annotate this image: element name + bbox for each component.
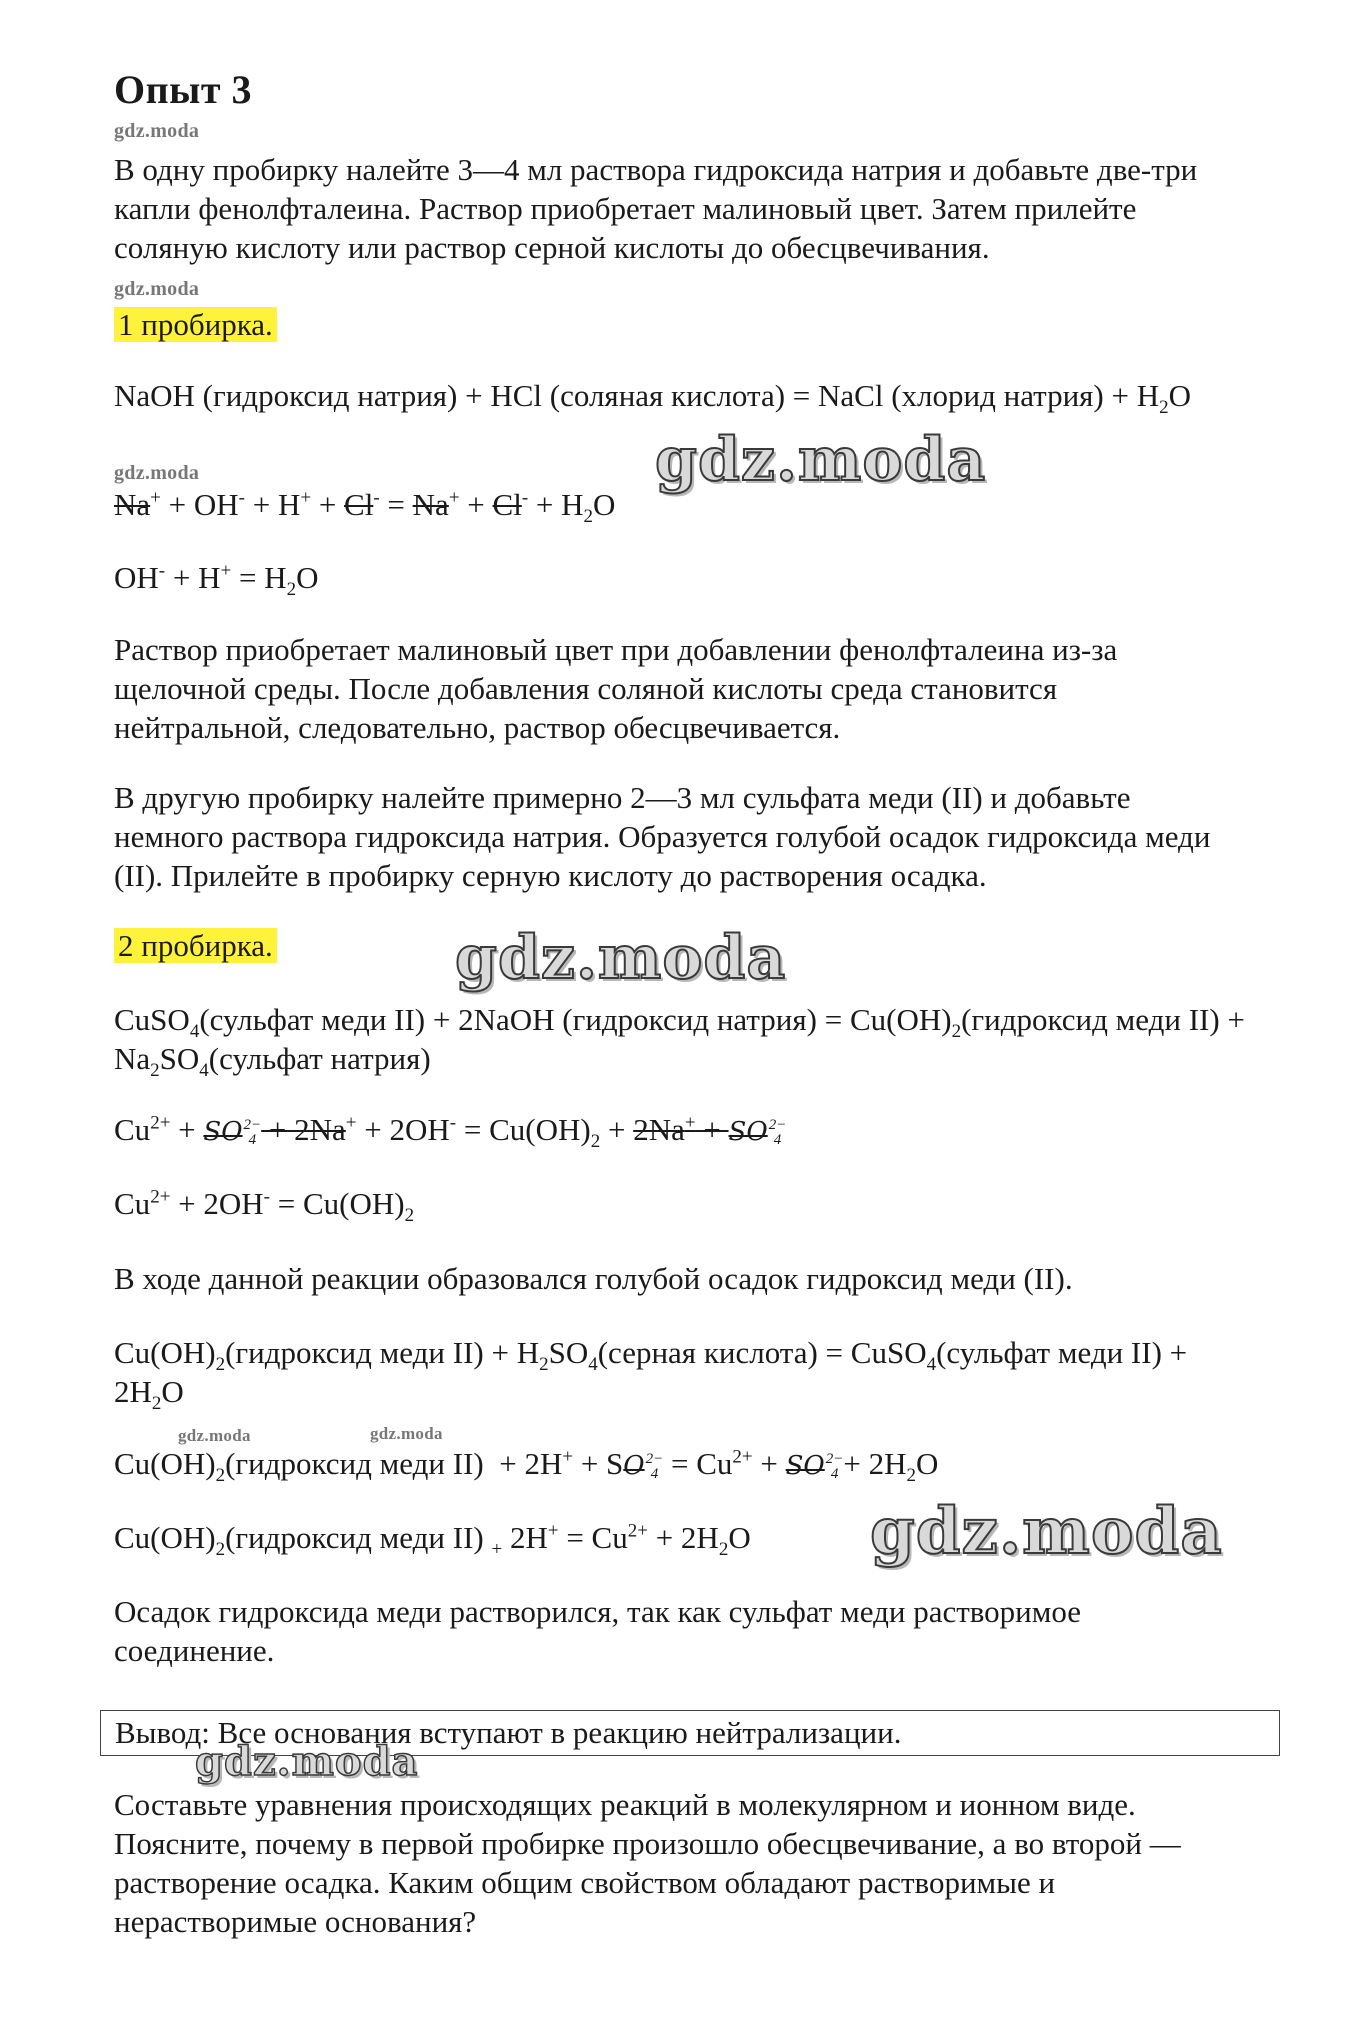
conclusion-box: Вывод: Все основания вступают в реакцию нейтрализации. bbox=[100, 1710, 1280, 1756]
watermark-large: gdz.moda bbox=[455, 923, 787, 993]
tube2-label: 2 пробирка. bbox=[114, 928, 277, 963]
tube1-full-ionic-equation: $Na^+ + OH^- + H^+ + Cl^- = Na^+ + Cl^- + H_2O$ bbox=[114, 487, 616, 528]
watermark-small: gdz.moda bbox=[114, 120, 200, 142]
task-intro: В одну пробирку налейте 3—4 мл раствора гидроксида натрия и добавьте две-три капли фенолфталеина. Раствор приобретает малиновый цвет. Затем прилейте соляную кислоту или раствор серной кислоты до обесцвечивания. bbox=[114, 152, 1198, 265]
tube1-label: 1 пробирка. bbox=[114, 307, 277, 342]
tube2-eq2-short-ionic: $Cu(OH)_2(гидроксид$ меди II) $_+$ $2H^+ = Cu^{2+} + 2H_2O$ bbox=[114, 1520, 751, 1561]
tube2-eq1-full-ionic: $Cu^{2+}$ + SO 2− 4 + $2Na^+ + 2OH^- = Cu(OH)_2 + 2Na^+$ + SO 2− 4 bbox=[114, 1112, 787, 1153]
task-questions: Составьте уравнения происходящих реакций в молекулярном и ионном виде. Поясните, почему в первой пробирке произошло обесцвечивание, а во второй — растворение осадка. Каким общим свойством обладают растворимые и нерастворимые основания? bbox=[114, 1787, 1181, 1939]
tube2-eq2-molecular: $Cu(OH)_2(гидроксид$ меди $II) + H_2SO_4(серная$ кислота) = CuSO$_4$(сульфат меди $II) + 2H_2O$ bbox=[114, 1335, 1188, 1415]
task-second: В другую пробирку налейте примерно 2—3 мл сульфата меди (II) и добавьте немного раствора гидроксида натрия. Образуется голубой осадок гидроксида меди (II). Прилейте в пробирку серную кислоту до растворения осадка. bbox=[114, 780, 1211, 893]
watermark-large: gdz.moda bbox=[655, 425, 987, 495]
tube1-molecular-equation: NaOH (гидроксид натрия) + HCl (соляная кислота) = NaCl (хлорид натрия) + $H_2O$ bbox=[114, 378, 1192, 419]
page-title: Опыт 3 bbox=[114, 67, 253, 112]
tube2-eq1-molecular: CuSO$_4$(сульфат меди II) + 2NaOH (гидроксид натрия) = $Cu(OH)_2(гидроксид$ меди $II) + Na_2SO_4(сульфат$ натрия) bbox=[114, 1002, 1245, 1082]
tube2-eq1-short-ionic: $Cu^{2+} + 2OH^- = Cu(OH)_2$ bbox=[114, 1186, 415, 1227]
tube2-observation: В ходе данной реакции образовался голубой осадок гидроксид меди (II). bbox=[114, 1261, 1073, 1296]
tube2-eq2-full-ionic: $Cu(OH)_2(гидроксид$ меди II) + 2H+ + SO 2− 4 = $Cu^{2+}$ + SO 2− 4 + $2H_2O$ bbox=[114, 1446, 939, 1487]
watermark-large: gdz.moda bbox=[870, 1494, 1223, 1569]
watermark-small: gdz.moda bbox=[114, 462, 200, 484]
tube1-heading bbox=[114, 305, 1274, 344]
watermark-small: gdz.moda bbox=[114, 278, 200, 300]
tube1-short-ionic-equation: $OH^- + H^+ = H_2O$ bbox=[114, 560, 319, 601]
watermark-large: gdz.moda bbox=[195, 1738, 419, 1785]
watermark-small: gdz.moda bbox=[178, 1426, 251, 1445]
watermark-small: gdz.moda bbox=[370, 1424, 443, 1443]
tube2-explanation: Осадок гидроксида меди растворился, так как сульфат меди растворимое соединение. bbox=[114, 1594, 1082, 1668]
tube1-explanation: Раствор приобретает малиновый цвет при добавлении фенолфталеина из-за щелочной среды. После добавления соляной кислоты среда становится нейтральной, следовательно, раствор обесцвечивается. bbox=[114, 632, 1118, 745]
